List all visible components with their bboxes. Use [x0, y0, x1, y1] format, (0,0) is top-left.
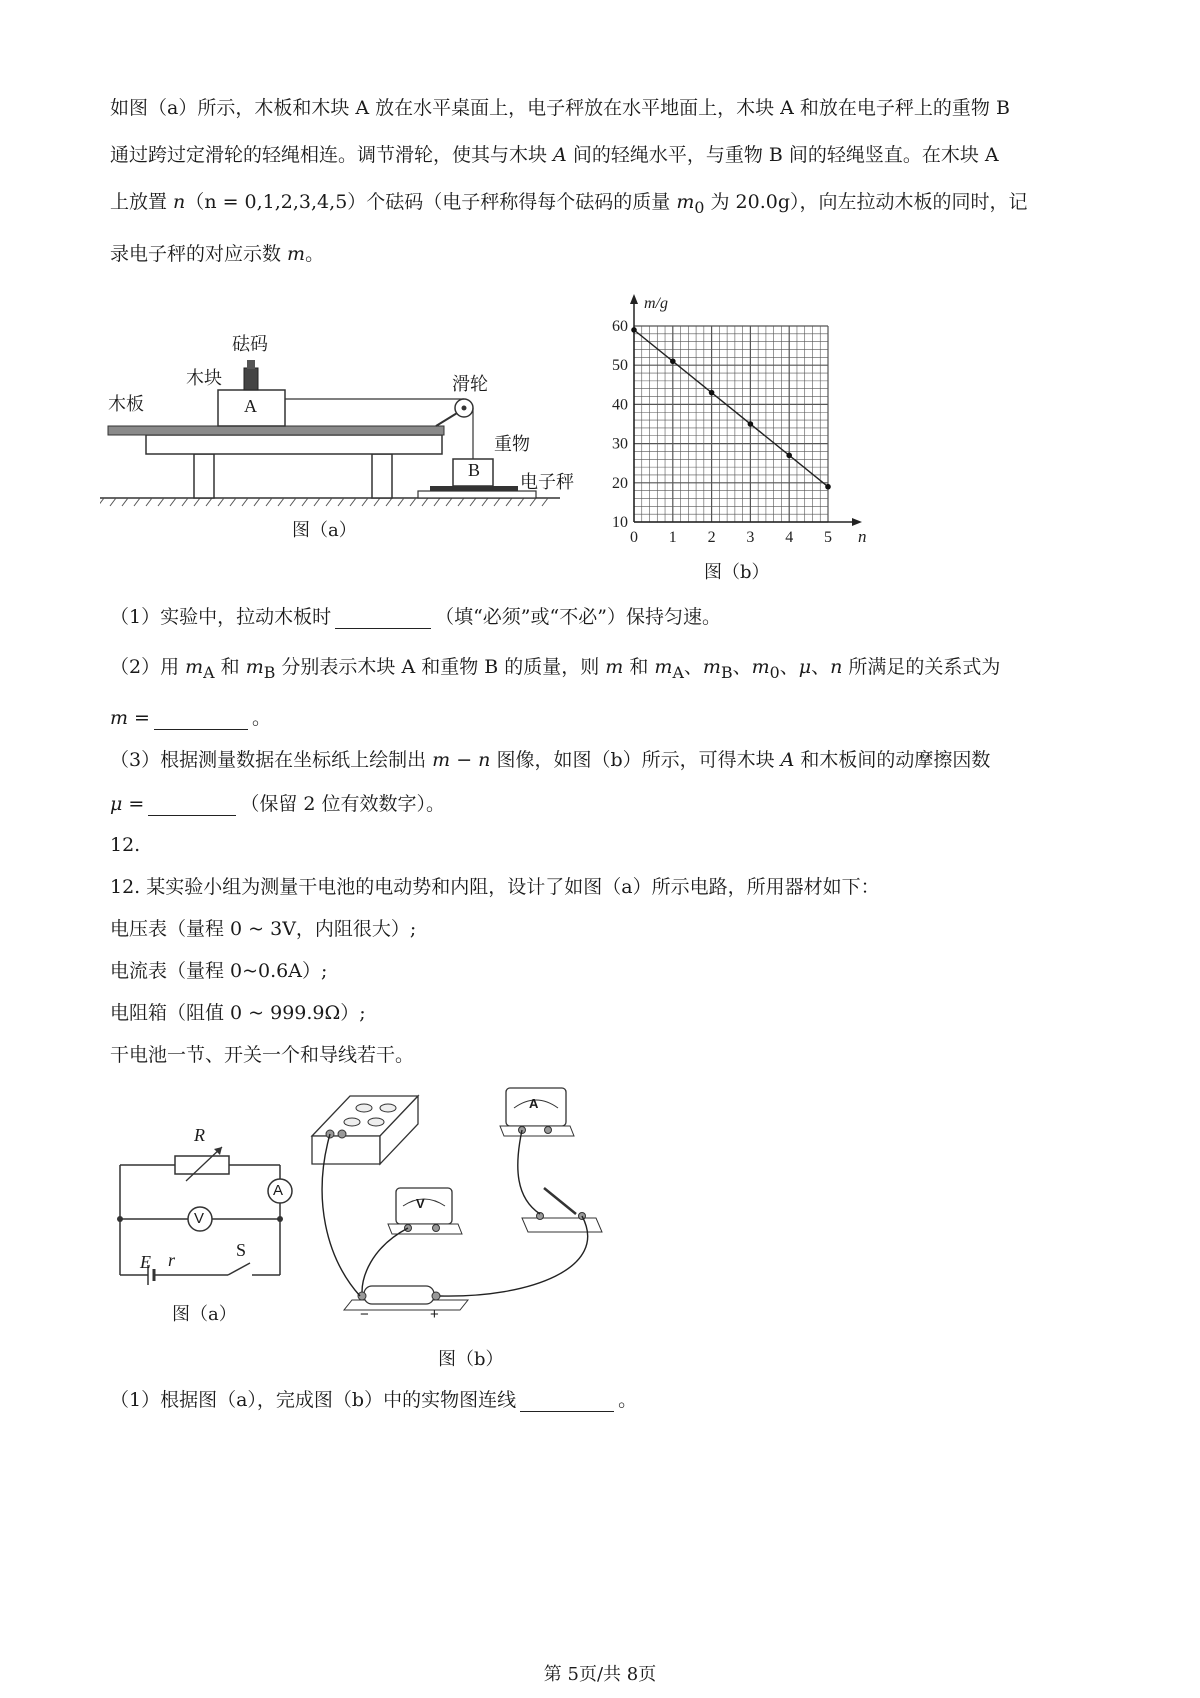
equipment-voltmeter: 电压表（量程 0 ~ 3V，内阻很大）; — [110, 918, 417, 940]
emf-e-label: E — [140, 1252, 151, 1272]
x-tick-label: 3 — [746, 529, 755, 546]
question-2-answer: m = 。 — [110, 707, 271, 729]
internal-r-label: r — [168, 1250, 176, 1270]
pulley-label: 滑轮 — [452, 374, 488, 395]
question-12-1: （1）根据图（a），完成图（b）中的实物图连线 。 — [110, 1389, 638, 1411]
question-2: （2）用 $m_A$ 和 $m_B$ 分别表示木块 A 和重物 B 的质量，则 m 和 $m_A$、$m_B$、$m_0$、μ、n 所满足的关系式为 — [110, 656, 1001, 682]
data-point — [670, 358, 676, 364]
data-point — [709, 390, 715, 396]
question-3-answer: μ = （保留 2 位有效数字）。 — [110, 793, 445, 815]
weight-label: 砝码 — [232, 334, 268, 355]
battery-minus-label: − — [360, 1306, 369, 1323]
board-label: 木板 — [108, 394, 144, 415]
data-point — [748, 421, 754, 427]
x-axis-label: n — [858, 527, 867, 546]
data-point — [825, 484, 831, 490]
y-tick-label: 50 — [612, 357, 628, 375]
answer-blank-3[interactable] — [148, 795, 236, 816]
physical-diagram-b — [300, 1078, 630, 1338]
voltmeter-symbol-label: V — [194, 1210, 205, 1227]
scale-label: 电子秤 — [520, 472, 574, 493]
x-axis-arrow — [852, 518, 862, 526]
battery-plus-label: + — [430, 1306, 439, 1323]
data-point — [786, 453, 792, 459]
circuit-a-caption: 图（a） — [172, 1304, 237, 1325]
y-tick-label: 30 — [612, 435, 628, 453]
m-n-chart — [596, 290, 886, 590]
ammeter-symbol-label: A — [273, 1182, 284, 1199]
physical-b-caption: 图（b） — [438, 1349, 504, 1370]
block-b-letter: B — [468, 460, 481, 480]
answer-blank-1[interactable] — [335, 608, 431, 629]
block-a-letter: A — [244, 396, 257, 416]
question-1: （1）实验中，拉动木板时 （填“必须”或“不必”）保持匀速。 — [110, 606, 721, 628]
figure-b-caption: 图（b） — [704, 562, 770, 583]
voltmeter-face-label: V — [416, 1196, 425, 1211]
y-tick-label: 10 — [612, 514, 628, 531]
answer-blank-12-1[interactable] — [520, 1391, 614, 1412]
section-12-number: 12. — [110, 834, 141, 856]
section-12-intro: 12. 某实验小组为测量干电池的电动势和内阻，设计了如图（a）所示电路，所用器材如下： — [110, 876, 880, 898]
intro-line-2: 通过跨过定滑轮的轻绳相连。调节滑轮，使其与木块 A 间的轻绳水平，与重物 B 间的轻绳竖直。在木块 A — [110, 144, 999, 166]
fit-line — [634, 330, 828, 487]
data-point — [631, 327, 637, 333]
equipment-battery: 干电池一节、开关一个和导线若干。 — [110, 1044, 415, 1066]
ammeter-face-label: A — [529, 1096, 539, 1111]
question-3: （3）根据测量数据在坐标纸上绘制出 m − n 图像，如图（b）所示，可得木块 A 和木板间的动摩擦因数 — [110, 749, 991, 771]
switch-s-label: S — [236, 1240, 247, 1260]
intro-line-3: 上放置 n（n = 0,1,2,3,4,5）个砝码（电子秤称得每个砝码的质量 $m_0$ 为 20.0g），向左拉动木板的同时，记 — [110, 191, 1028, 217]
intro-line-4: 录电子秤的对应示数 m。 — [110, 243, 325, 265]
x-tick-label: 2 — [707, 529, 716, 546]
block-label: 木块 — [186, 368, 222, 389]
page-footer: 第 5页/共 8页 — [543, 1664, 657, 1685]
equipment-resistance-box: 电阻箱（阻值 0 ~ 999.9Ω）; — [110, 1002, 366, 1024]
y-tick-label: 60 — [612, 318, 628, 335]
y-tick-label: 20 — [612, 474, 628, 492]
figure-a-caption: 图（a） — [292, 520, 357, 541]
x-tick-label: 1 — [668, 529, 677, 546]
y-axis-label: m/g — [644, 295, 668, 312]
x-tick-label: 5 — [824, 529, 832, 546]
equipment-ammeter: 电流表（量程 0~0.6A）; — [110, 960, 328, 982]
y-axis-arrow — [630, 294, 638, 304]
answer-blank-2[interactable] — [154, 709, 248, 730]
x-tick-label: 0 — [630, 529, 638, 546]
intro-line-1: 如图（a）所示，木板和木块 A 放在水平桌面上，电子秤放在水平地面上，木块 A 和放在电子秤上的重物 B — [110, 97, 1010, 119]
x-tick-label: 4 — [785, 529, 794, 546]
resistor-r-label: R — [194, 1125, 205, 1145]
heavy-label: 重物 — [494, 434, 530, 455]
y-tick-label: 40 — [612, 396, 628, 414]
